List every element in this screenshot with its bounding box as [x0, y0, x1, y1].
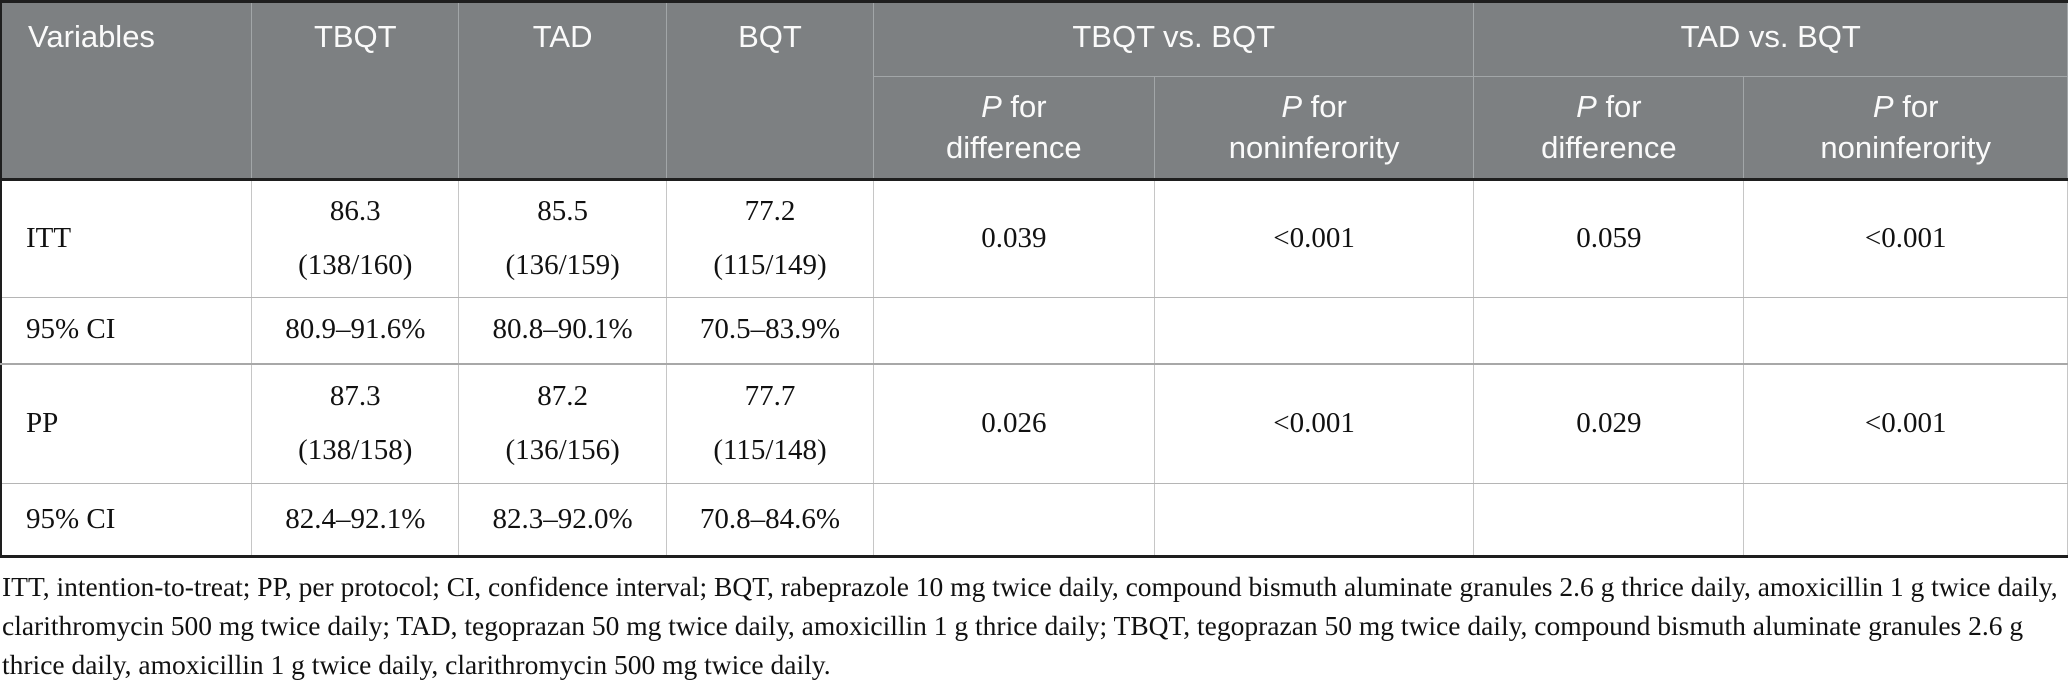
table-footnote: ITT, intention-to-treat; PP, per protocol; CI, confidence interval; BQT, rabeprazole 10 mg twice daily, compound bismuth aluminate granules 2.6 g thrice daily, amoxicillin 1 g twice daily, clarithromycin 500 mg twice daily; TAD, tegoprazan 50 mg twice daily, amoxicillin 1 g thrice daily; TBQT, tegoprazan 50 mg twice daily, compound bismuth aluminate granules 2.6 g thrice daily, amoxicillin 1 g twice daily, clarithromycin 500 mg twice daily. — [2, 571, 2058, 680]
subheader-word: for — [1902, 88, 1939, 124]
cell-itt-tbqt: 86.3 (138/160) — [252, 180, 459, 298]
table-body — [1, 180, 2068, 557]
subheader-word: for — [1605, 88, 1642, 124]
header-cell-p-difference-2 — [1474, 77, 1744, 180]
p-symbol: P — [1576, 88, 1597, 124]
cell-ci1-pdiff-2 — [1474, 298, 1744, 364]
cell-ci2-pdiff-2 — [1474, 484, 1744, 557]
table-row-pp — [1, 364, 2068, 484]
cell-ci2-tad: 82.3–92.0% — [459, 484, 667, 557]
header-group-tbqt-vs-bqt: TBQT vs. BQT — [873, 2, 1474, 77]
header-group-tad-vs-bqt: TAD vs. BQT — [1474, 2, 2068, 77]
row-label-ci-pp: 95% CI — [1, 484, 252, 557]
subheader-word: for — [1010, 88, 1047, 124]
cell-itt-pdiff-1: 0.039 — [873, 180, 1154, 298]
cell-itt-pnoninf-2: <0.001 — [1744, 180, 2068, 298]
cell-ci2-pnoninf-1 — [1154, 484, 1474, 557]
cell-pp-tad: 87.2 (136/156) — [459, 364, 667, 484]
cell-pp-pnoninf-2: <0.001 — [1744, 364, 2068, 484]
p-symbol: P — [1872, 88, 1894, 124]
header-cell-p-noninferiority-2 — [1744, 77, 2068, 180]
cell-itt-pdiff-2: 0.059 — [1474, 180, 1744, 298]
cell-pp-bqt: 77.7 (115/148) — [667, 364, 874, 484]
row-label-pp: PP — [1, 364, 252, 484]
row-label-itt: ITT — [1, 180, 252, 298]
cell-ci1-bqt: 70.5–83.9% — [667, 298, 874, 364]
cell-itt-bqt: 77.2 (115/149) — [667, 180, 874, 298]
table-row-itt — [1, 180, 2068, 298]
header-cell-bqt: BQT — [667, 2, 874, 180]
cell-ci1-pdiff-1 — [873, 298, 1154, 364]
subheader-word: difference — [1541, 129, 1677, 165]
p-symbol: P — [981, 88, 1002, 124]
cell-pp-pnoninf-1: <0.001 — [1154, 364, 1474, 484]
table-row-ci-pp — [1, 484, 2068, 557]
header-cell-tad: TAD — [459, 2, 667, 180]
p-symbol: P — [1281, 88, 1303, 124]
cell-pp-tbqt: 87.3 (138/158) — [252, 364, 459, 484]
cell-ci1-tbqt: 80.9–91.6% — [252, 298, 459, 364]
cell-itt-tad: 85.5 (136/159) — [459, 180, 667, 298]
cell-ci2-pnoninf-2 — [1744, 484, 2068, 557]
header-row-groups — [1, 2, 2068, 77]
cell-ci1-tad: 80.8–90.1% — [459, 298, 667, 364]
subheader-word: for — [1310, 88, 1347, 124]
header-cell-tbqt: TBQT — [252, 2, 459, 180]
header-cell-p-difference-1 — [873, 77, 1154, 180]
subheader-word: difference — [946, 129, 1082, 165]
cell-pp-pdiff-2: 0.029 — [1474, 364, 1744, 484]
cell-ci2-tbqt: 82.4–92.1% — [252, 484, 459, 557]
table-row-ci-itt — [1, 298, 2068, 364]
cell-ci1-pnoninf-1 — [1154, 298, 1474, 364]
cell-itt-pnoninf-1: <0.001 — [1154, 180, 1474, 298]
cell-ci2-bqt: 70.8–84.6% — [667, 484, 874, 557]
cell-pp-pdiff-1: 0.026 — [873, 364, 1154, 484]
subheader-word: noninferority — [1820, 129, 1991, 165]
cell-ci2-pdiff-1 — [873, 484, 1154, 557]
subheader-word: noninferority — [1228, 129, 1400, 165]
header-cell-variables: Variables — [1, 2, 252, 180]
header-cell-p-noninferiority-1 — [1154, 77, 1474, 180]
row-label-ci-itt: 95% CI — [1, 298, 252, 364]
cell-ci1-pnoninf-2 — [1744, 298, 2068, 364]
table-header — [1, 2, 2068, 180]
